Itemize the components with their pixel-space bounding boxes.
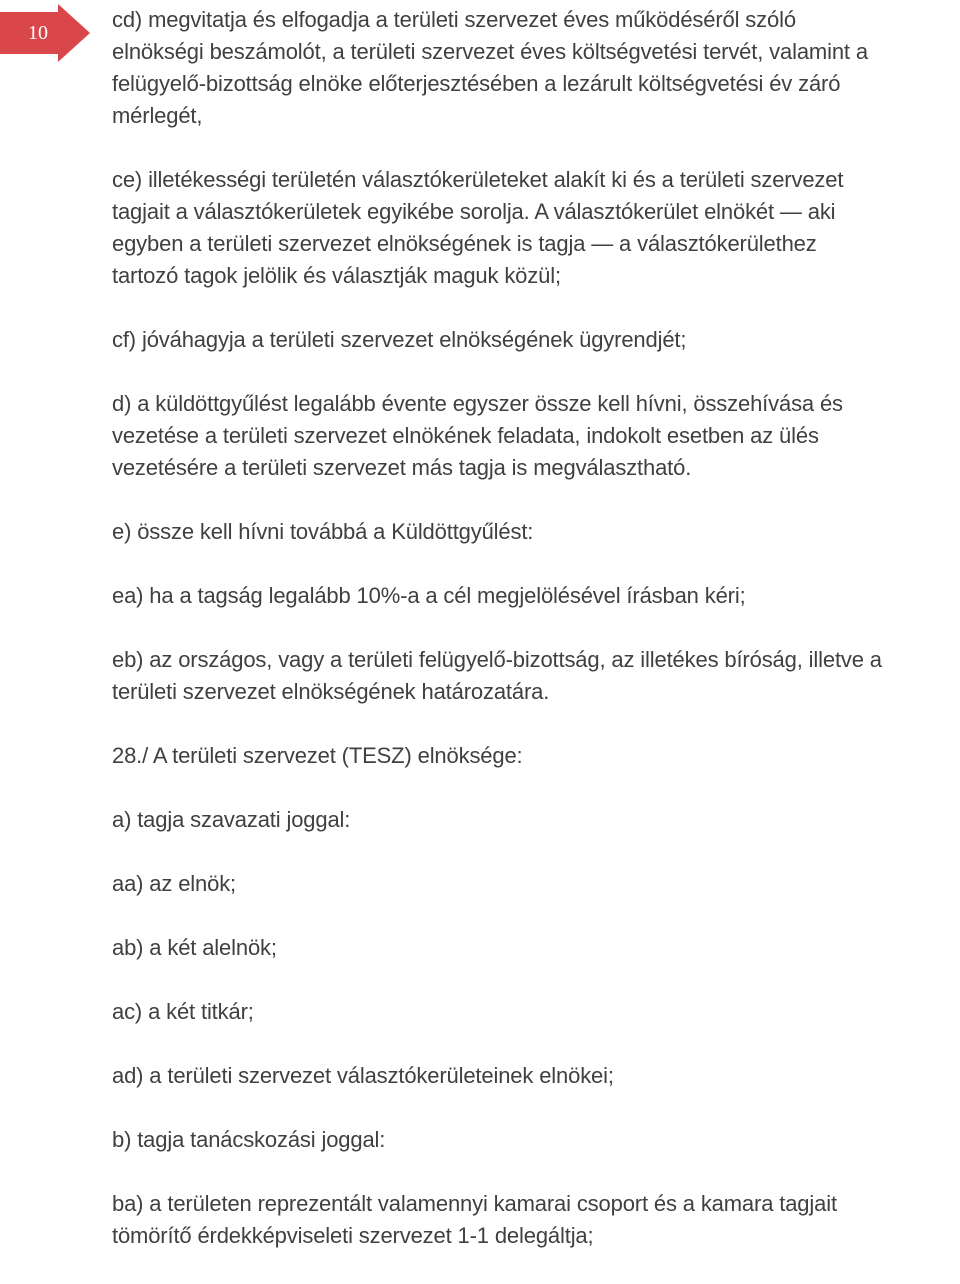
text-line: ac) a két titkár; <box>112 999 254 1024</box>
text-line: eb) az országos, vagy a területi felügyelő-bizottság, az illetékes bíróság, illetve a <box>112 647 882 672</box>
text-line: vezetésére a területi szervezet más tagja is megválasztható. <box>112 455 692 480</box>
page-number-badge <box>0 4 92 62</box>
page-number: 10 <box>28 22 48 44</box>
text-line: mérlegét, <box>112 103 203 128</box>
text-line: b) tagja tanácskozási joggal: <box>112 1127 386 1152</box>
text-line: ea) ha a tagság legalább 10%-a a cél megjelölésével írásban kéri; <box>112 583 746 608</box>
paragraph-eb <box>112 644 958 708</box>
paragraph-a <box>112 804 958 836</box>
text-line: ce) illetékességi területén választókerületeket alakít ki és a területi szervezet <box>112 167 844 192</box>
text-line: tagjait a választókerületek egyikébe sorolja. A választókerület elnökét — aki <box>112 199 836 224</box>
text-line: cd) megvitatja és elfogadja a területi szervezet éves működéséről szóló <box>112 7 796 32</box>
paragraph-e <box>112 516 958 548</box>
paragraph-ba <box>112 1188 958 1252</box>
text-line: egyben a területi szervezet elnökségének is tagja — a választókerülethez <box>112 231 817 256</box>
document-body <box>112 4 958 1284</box>
text-line: cf) jóváhagyja a területi szervezet elnökségének ügyrendjét; <box>112 327 687 352</box>
text-line: elnökségi beszámolót, a területi szervezet éves költségvetési tervét, valamint a <box>112 39 868 64</box>
paragraph-ce <box>112 164 958 292</box>
text-line: 28./ A területi szervezet (TESZ) elnöksége: <box>112 743 523 768</box>
text-line: d) a küldöttgyűlést legalább évente egyszer össze kell hívni, összehívása és <box>112 391 843 416</box>
paragraph-b <box>112 1124 958 1156</box>
text-line: ba) a területen reprezentált valamennyi kamarai csoport és a kamara tagjait <box>112 1191 837 1216</box>
text-line: a) tagja szavazati joggal: <box>112 807 351 832</box>
text-line: tömörítő érdekképviseleti szervezet 1-1 delegáltja; <box>112 1223 594 1248</box>
text-line: ad) a területi szervezet választókerületeinek elnökei; <box>112 1063 614 1088</box>
paragraph-ac <box>112 996 958 1028</box>
paragraph-ea <box>112 580 958 612</box>
text-line: aa) az elnök; <box>112 871 237 896</box>
paragraph-ad <box>112 1060 958 1092</box>
paragraph-cd <box>112 4 958 132</box>
paragraph-ab <box>112 932 958 964</box>
paragraph-d <box>112 388 958 484</box>
text-line: ab) a két alelnök; <box>112 935 277 960</box>
text-line: felügyelő-bizottság elnöke előterjesztésében a lezárult költségvetési év záró <box>112 71 841 96</box>
paragraph-aa <box>112 868 958 900</box>
text-line: e) össze kell hívni továbbá a Küldöttgyűlést: <box>112 519 534 544</box>
paragraph-s28 <box>112 740 958 772</box>
text-line: vezetése a területi szervezet elnökének feladata, indokolt esetben az ülés <box>112 423 819 448</box>
paragraph-cf <box>112 324 958 356</box>
text-line: tartozó tagok jelölik és választják maguk közül; <box>112 263 561 288</box>
text-line: területi szervezet elnökségének határozatára. <box>112 679 550 704</box>
